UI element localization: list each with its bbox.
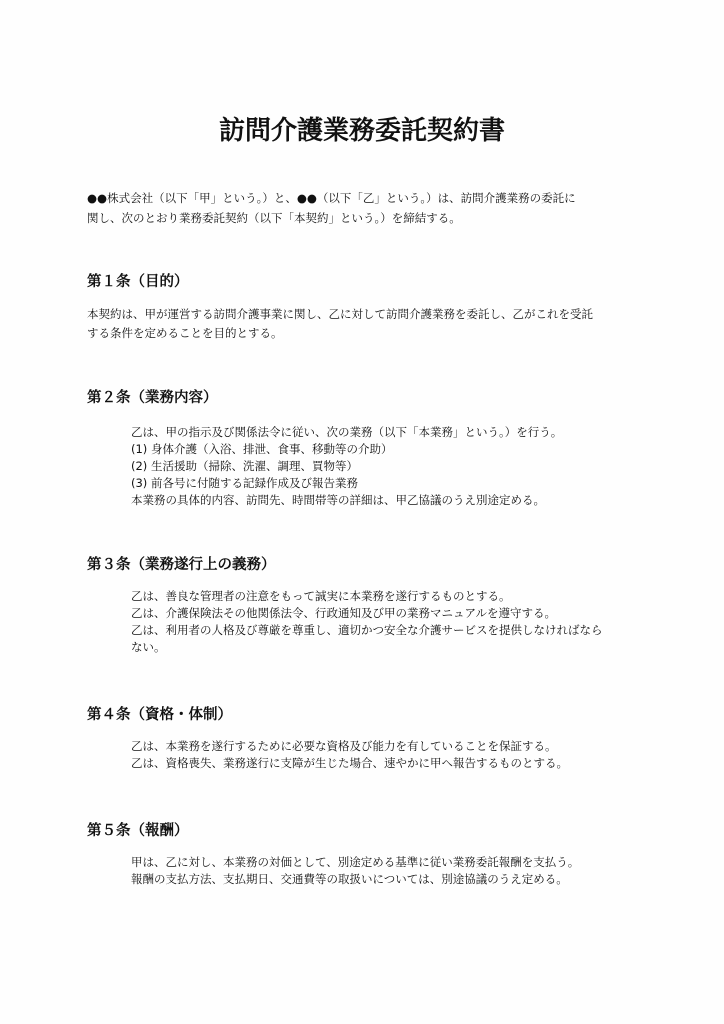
article-1-line: 本契約は、甲が運営する訪問介護事業に関し、乙に対して訪問介護業務を委託し、乙がこれを受託 [87,307,593,321]
article-2-list-item: (3) 前各号に付随する記録作成及び報告業務 [131,476,358,490]
article-4-line: 乙は、資格喪失、業務遂行に支障が生じた場合、速やかに甲へ報告するものとする。 [131,756,568,770]
article-2-list-item: (1) 身体介護（入浴、排泄、食事、移動等の介助） [131,442,393,456]
article-1-body [87,305,647,343]
article-3-line: 乙は、介護保険法その他関係法令、行政通知及び甲の業務マニュアルを遵守する。 [131,606,557,620]
article-2-body [131,424,651,509]
document-title: 訪問介護業務委託契約書 [218,116,505,146]
article-4-line: 乙は、本業務を遂行するために必要な資格及び能力を有していることを保証する。 [131,739,557,753]
article-5-body [131,854,651,888]
article-5-line: 甲は、乙に対し、本業務の対価として、別途定める基準に従い業務委託報酬を支払う。 [131,855,580,869]
article-5-heading: 第５条（報酬） [87,823,189,839]
preamble-line: 関し、次のとおり業務委託契約（以下「本契約」という。）を締結する。 [87,211,461,225]
preamble-line: ●●株式会社（以下「甲」という。）と、●●（以下「乙」という。）は、訪問介護業務の委託に [87,191,576,205]
article-2-heading: 第２条（業務内容） [87,390,218,406]
article-1-line: する条件を定めることを目的とする。 [87,326,283,340]
article-5-line: 報酬の支払方法、支払期日、交通費等の取扱いについては、別途協議のうえ定める。 [131,872,568,886]
article-3-body [131,588,651,656]
article-2-line: 乙は、甲の指示及び関係法令に従い、次の業務（以下「本業務」という。）を行う。 [131,425,563,439]
article-4-heading: 第４条（資格・体制） [87,707,232,723]
article-2-line: 本業務の具体的内容、訪問先、時間帯等の詳細は、甲乙協議のうえ別途定める。 [131,493,545,507]
article-1-heading: 第１条（目的） [87,274,189,290]
article-3-line: 乙は、利用者の人格及び尊厳を尊重し、適切かつ安全な介護サービスを提供しなければなら [131,623,603,637]
article-4-body [131,738,651,772]
article-3-line: 乙は、善良な管理者の注意をもって誠実に本業務を遂行するものとする。 [131,589,511,603]
article-2-list-item: (2) 生活援助（掃除、洗濯、調理、買物等） [131,459,358,473]
article-3-line: ない。 [131,640,166,654]
preamble [87,188,647,228]
article-3-heading: 第３条（業務遂行上の義務） [87,557,276,573]
